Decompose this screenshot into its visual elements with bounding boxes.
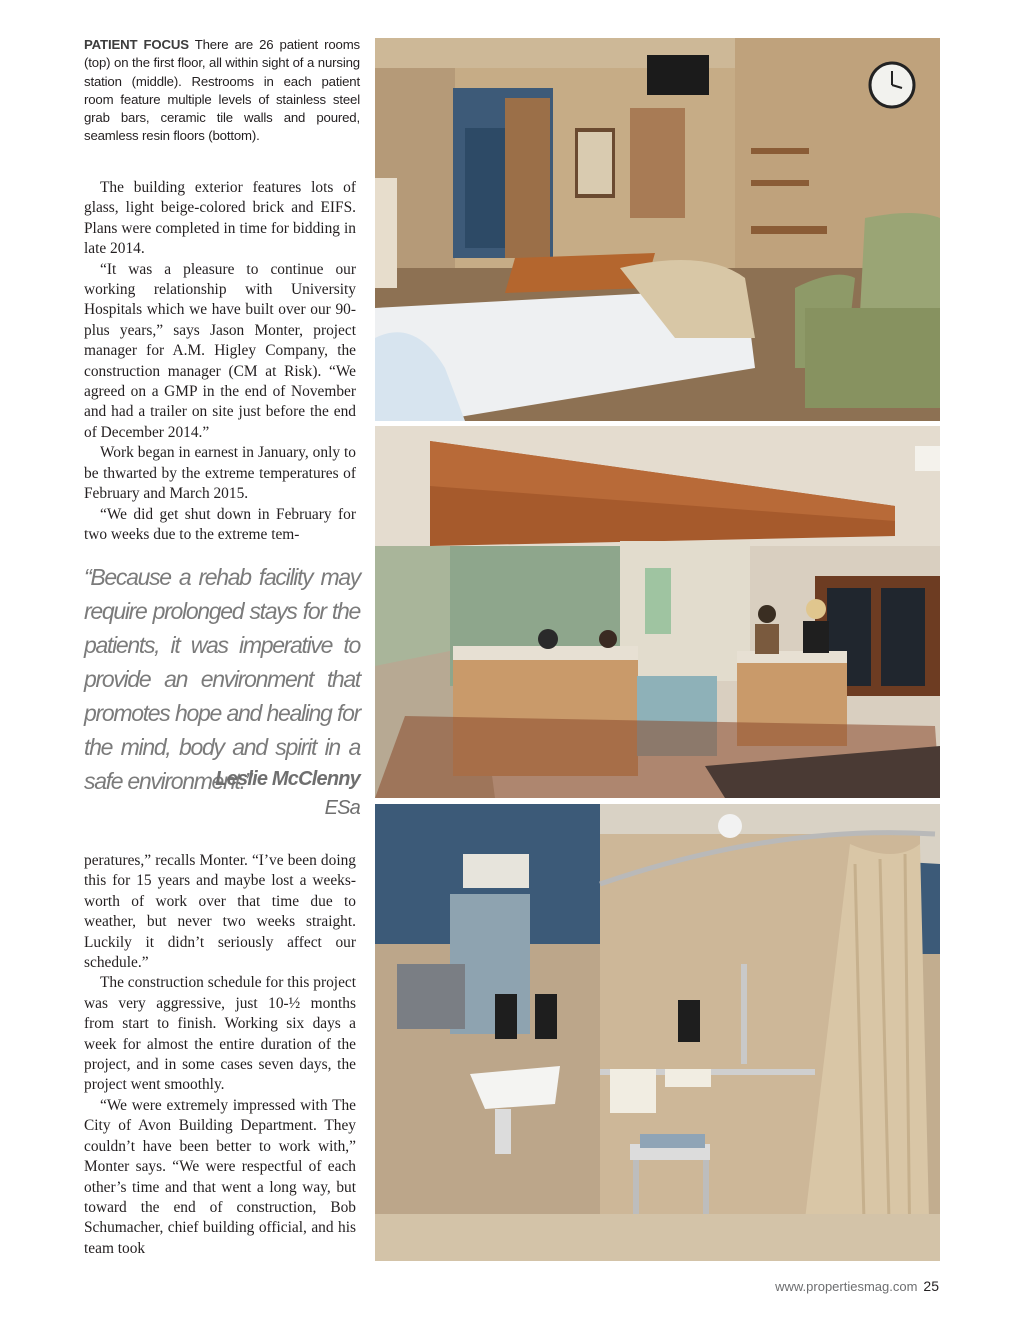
paragraph: “We were extremely impressed with The City of Avon Building Department. They couldn’t have been better to work with,” Monter says. “We were respectful of each other’s time and that went a long way, but toward the end of construction, Bob Schumacher, chief building official, and his team took bbox=[84, 1096, 356, 1257]
pull-quote-org: ESa bbox=[324, 797, 360, 819]
paragraph: Work began in earnest in January, only to be thwarted by the extreme temperatures of February and March 2015. bbox=[84, 444, 356, 503]
caption-text: There are 26 patient rooms (top) on the first floor, all within sight of a nursing station (middle). Restrooms in each patient room feature multiple levels of stainless steel grab bars, ceramic tile walls and poured, seamless resin floors (bottom). bbox=[84, 37, 361, 144]
page-footer bbox=[775, 1278, 939, 1294]
paragraph: The construction schedule for this project was very aggressive, just 10-½ months from start to finish. Working six days a week for almost the entire duration of the project, and in some cases seven days, the project went smoothly. bbox=[84, 974, 357, 1094]
site-url: www.propertiesmag.com bbox=[775, 1279, 918, 1294]
paragraph: “We did get shut down in February for two weeks due to the extreme tem- bbox=[84, 505, 356, 543]
caption-lead: PATIENT FOCUS bbox=[84, 37, 189, 52]
article-column-bottom bbox=[84, 851, 356, 1259]
pull-quote-name: Leslie McClenny bbox=[215, 768, 360, 790]
page-number: 25 bbox=[923, 1278, 939, 1294]
pull-quote: “Because a rehab facility may require prolonged stays for the patients, it was imperative to provide an environment that promotes hope and healing for the mind, body and spirit in a safe environment.” bbox=[84, 564, 360, 794]
restroom-photo bbox=[375, 804, 940, 1261]
nursing-station-photo bbox=[375, 426, 940, 798]
photo-caption bbox=[84, 36, 360, 146]
paragraph: “It was a pleasure to continue our working relationship with University Hospitals which we have built over our 90-plus years,” says Jason Monter, project manager for A.M. Higley Company, the construction manager (CM at Risk). “We agreed on a GMP in the end of November and had a trailer on site just before the end of December 2014.” bbox=[84, 260, 356, 441]
paragraph: The building exterior features lots of glass, light beige-colored brick and EIFS. Plans were completed in time for bidding in late 2014. bbox=[84, 179, 356, 258]
article-column-top bbox=[84, 178, 356, 545]
paragraph: peratures,” recalls Monter. “I’ve been doing this for 15 years and maybe lost a weeks-worth of work over that time due to weather, but never two weeks straight. Luckily it didn’t seriously affect our schedule.” bbox=[84, 852, 356, 972]
patient-room-photo bbox=[375, 38, 940, 421]
